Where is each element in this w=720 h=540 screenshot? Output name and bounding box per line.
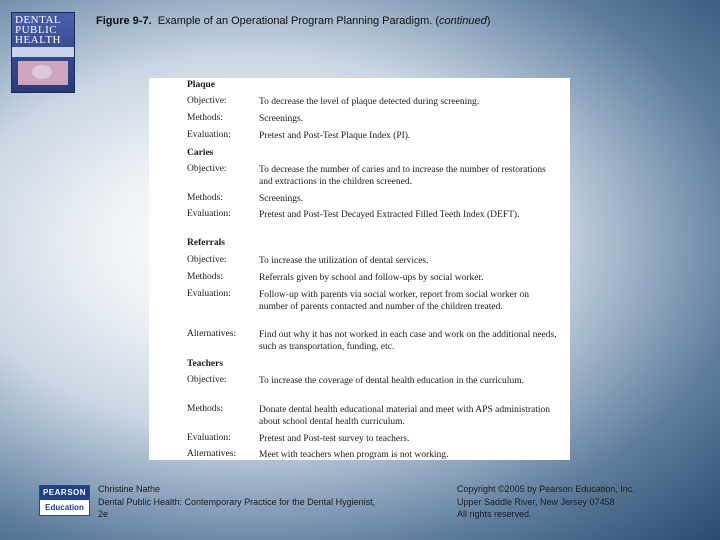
- rights-line: All rights reserved.: [457, 509, 532, 519]
- document-image: Plaque Objective: To decrease the level of plaque detected during screening. Methods: Screenings. Evaluation: Pretest and Post-Test Plaque Index (PI). Caries Objective: To decrease the number of caries and to increase the number of restorations and extractions in the children screened. Methods: Screenings. Evaluation: Pretest and Post-Test Decayed Extracted Filled Teeth Index (DEFT). Referrals Objective: To increase the utilization of dental services. Methods: Referrals given by school and follow-ups by social worker. Evaluation: Follow-up with parents via social worker, report from social worker on number of parents contacted and number of the children treated. Alternatives: Find out why it has not worked in each case and work on the additional needs, such as transportation, funding, etc. Teachers Objective: To increase the coverage of dental health education in the curriculum. Methods: Donate dental health educational material and meet with APS administration about school dental health curriculum. Evaluation: Pretest and Post-test survey to teachers. Alternatives: Meet with teachers when program is not working.: [149, 78, 570, 460]
- figure-label: Figure 9-7.: [96, 15, 152, 27]
- cover-artwork: [18, 61, 68, 85]
- footer-citation: [98, 483, 375, 521]
- pearson-education-logo: PEARSON Education: [39, 485, 90, 516]
- figure-caption: Example of an Operational Program Planning Paradigm. (: [157, 15, 440, 27]
- section-heading-teachers: Teachers: [187, 359, 224, 369]
- publisher-address: Upper Saddle River, New Jersey 07458: [457, 496, 615, 507]
- section-heading-caries: Caries: [187, 148, 214, 158]
- section-heading-referrals: Referrals: [187, 238, 225, 248]
- footer-copyright: [457, 483, 635, 521]
- book-cover-image: [11, 12, 75, 93]
- section-heading-plaque: Plaque: [187, 80, 215, 90]
- book-cover-title: DENTAL PUBLIC HEALTH: [15, 14, 62, 46]
- footer-edition: 2e: [98, 509, 109, 519]
- figure-title: Figure 9-7. Example of an Operational Program Planning Paradigm. (continued): [96, 15, 491, 27]
- footer-book-title: Dental Public Health: Contemporary Practice for the Dental Hygienist,: [98, 496, 376, 507]
- figure-continued: continued: [439, 15, 487, 27]
- footer-author: Christine Nathe: [98, 484, 161, 494]
- copyright-line: Copyright ©2005 by Pearson Education, Inc.: [457, 484, 635, 494]
- cover-band: [12, 47, 74, 57]
